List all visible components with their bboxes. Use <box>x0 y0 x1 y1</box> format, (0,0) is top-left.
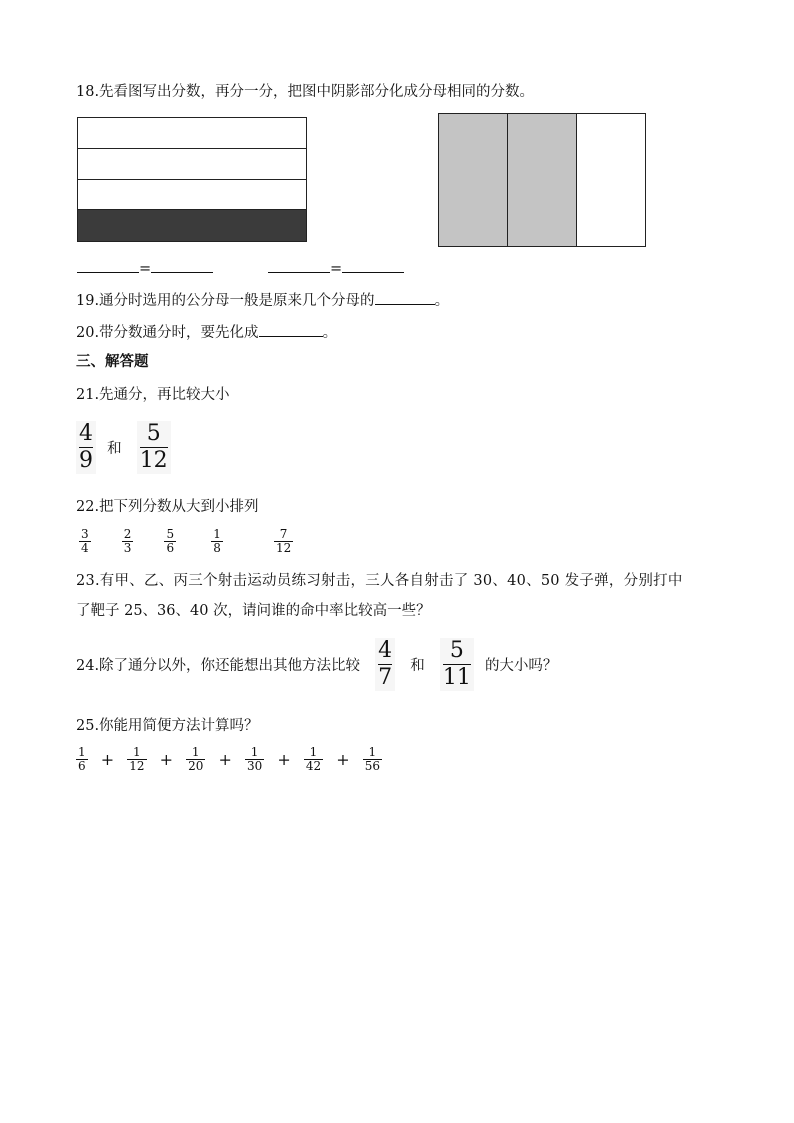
answer-blank[interactable] <box>259 322 323 337</box>
column-shaded <box>439 114 508 246</box>
fraction <box>245 746 264 773</box>
fraction <box>137 421 171 474</box>
fraction <box>127 746 146 773</box>
numerator: 1 <box>133 745 141 759</box>
question-19 <box>76 290 449 311</box>
strip <box>78 180 306 211</box>
numerator: 1 <box>78 745 86 759</box>
denominator: 4 <box>81 541 89 555</box>
q22-fractions <box>79 528 293 555</box>
plus-sign: + <box>277 750 291 769</box>
numerator: 7 <box>279 527 288 541</box>
answer-equation-2 <box>268 258 404 279</box>
numerator: 5 <box>166 527 175 541</box>
numerator: 1 <box>309 745 318 759</box>
answer-blank[interactable] <box>268 258 330 273</box>
column <box>577 114 645 246</box>
numerator: 4 <box>378 638 393 663</box>
numerator: 3 <box>81 527 89 541</box>
question-24-text-end: 的大小吗？ <box>484 658 558 674</box>
numerator: 2 <box>123 527 132 541</box>
denominator: 6 <box>166 541 175 555</box>
denominator: 9 <box>79 448 93 473</box>
answer-equation-1 <box>77 258 213 279</box>
question-23-line-2: 了靶子 25、36、40 次，请问谁的命中率比较高一些？ <box>76 603 431 619</box>
and-word: 和 <box>107 441 122 457</box>
question-22-text: 22.把下列分数从大到小排列 <box>76 499 259 515</box>
strip <box>78 118 306 149</box>
punctuation: 。 <box>322 325 338 341</box>
answer-blank[interactable] <box>375 290 435 305</box>
denominator: 42 <box>305 759 322 773</box>
answer-blank[interactable] <box>342 258 404 273</box>
numerator: 1 <box>250 745 259 759</box>
question-20 <box>76 322 337 343</box>
denominator: 3 <box>123 541 132 555</box>
question-19-text: 19.通分时选用的公分母一般是原来几个分母的 <box>76 293 375 309</box>
numerator: 4 <box>79 421 93 446</box>
question-24-text: 24.除了通分以外，你还能想出其他方法比较 <box>76 658 361 674</box>
denominator: 12 <box>275 541 292 555</box>
fraction <box>211 528 223 555</box>
equals-sign: = <box>139 261 152 277</box>
answer-blank[interactable] <box>77 258 139 273</box>
figure-vertical-columns <box>438 113 646 247</box>
q25-expression <box>76 746 382 773</box>
fraction <box>76 421 96 474</box>
fraction <box>375 638 395 691</box>
fraction <box>274 528 293 555</box>
answer-blank[interactable] <box>151 258 213 273</box>
fraction <box>76 746 88 773</box>
denominator: 12 <box>139 448 168 473</box>
question-20-text: 20.带分数通分时，要先化成 <box>76 325 259 341</box>
denominator: 6 <box>78 759 86 773</box>
numerator: 1 <box>368 745 377 759</box>
strip <box>78 149 306 180</box>
plus-sign: + <box>159 750 174 769</box>
punctuation: 。 <box>434 293 450 309</box>
figure-horizontal-strips <box>77 117 307 242</box>
numerator: 1 <box>191 745 200 759</box>
fraction <box>122 528 134 555</box>
and-word: 和 <box>410 658 425 674</box>
plus-sign: + <box>100 750 115 769</box>
fraction <box>164 528 176 555</box>
fraction <box>79 528 91 555</box>
question-24 <box>76 638 557 691</box>
q21-fractions <box>76 421 171 474</box>
denominator: 30 <box>246 759 263 773</box>
fraction <box>363 746 382 773</box>
plus-sign: + <box>218 750 232 769</box>
denominator: 56 <box>364 759 381 773</box>
fraction <box>304 746 323 773</box>
denominator: 11 <box>442 665 471 690</box>
column-shaded <box>508 114 577 246</box>
question-21-text: 21.先通分，再比较大小 <box>76 387 230 403</box>
question-18-text: 18.先看图写出分数，再分一分，把图中阴影部分化成分母相同的分数。 <box>76 84 535 100</box>
denominator: 20 <box>188 759 204 773</box>
denominator: 12 <box>129 759 145 773</box>
strip-shaded <box>78 210 306 241</box>
numerator: 5 <box>449 638 464 663</box>
plus-sign: + <box>336 750 350 769</box>
denominator: 8 <box>213 541 221 555</box>
fraction <box>186 746 205 773</box>
section-heading: 三、解答题 <box>76 353 149 370</box>
denominator: 7 <box>378 665 393 690</box>
fraction <box>440 638 474 691</box>
numerator: 1 <box>213 527 221 541</box>
equals-sign: = <box>330 261 343 277</box>
numerator: 5 <box>146 421 161 446</box>
question-23-line-1: 23.有甲、乙、丙三个射击运动员练习射击，三人各自射击了 30、40、50 发子弹，分别打中 <box>76 573 683 589</box>
question-25-text: 25.你能用简便方法计算吗？ <box>76 718 259 734</box>
